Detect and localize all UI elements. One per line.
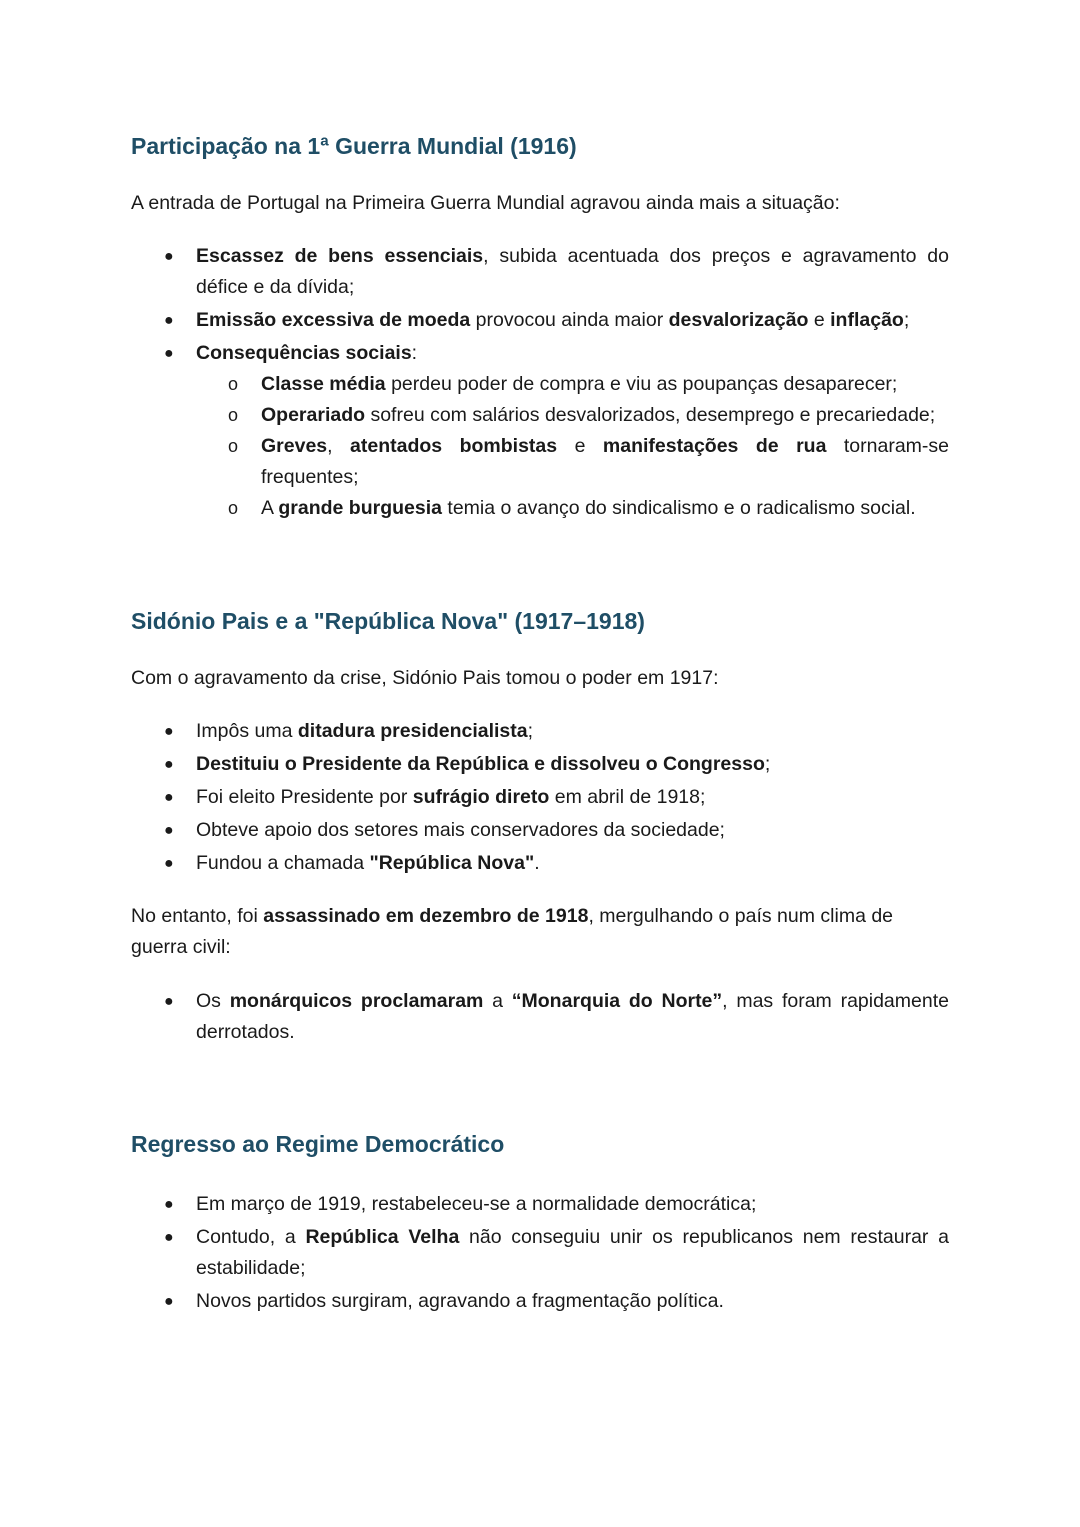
list-item-text [196,309,909,331]
text-run: provocou ainda maior [470,309,669,331]
bold-text: assassinado em dezembro de 1918 [263,905,589,927]
text-run: , mergulhando o país num clima de guerra civil: [131,905,894,958]
bold-text: "República Nova" [369,852,535,874]
text-run: Fundou a chamada [196,852,370,874]
sub-list-item [196,400,949,431]
bullet-icon: ● [164,1229,174,1246]
text-run: No entanto, foi [131,905,264,927]
list-item-text [196,819,725,841]
sub-list-item [196,369,949,400]
section-guerra-mundial [131,128,949,524]
circle-bullet-icon: o [228,498,239,518]
text-run: temia o avanço do sindicalismo e o radicalismo social. [441,497,916,519]
text-run: . [534,852,540,874]
bold-text: Consequências sociais [196,342,412,364]
list-item [131,1189,949,1220]
bullet-icon: ● [164,345,174,362]
text-run: ; [903,309,910,331]
bold-text: “Monarquia do Norte” [511,990,723,1012]
list-item [131,1222,949,1284]
list-item-text [196,720,533,742]
list-item-text [196,990,949,1043]
text-run: Foi eleito Presidente por [196,786,413,808]
bold-text: monárquicos proclamaram [229,990,484,1012]
text-run: a [483,990,512,1012]
text-run: : [411,342,418,364]
list-item [131,305,949,336]
list-item [131,815,949,846]
text-run: não conseguiu unir os republicanos nem restaurar a estabilidade; [196,1226,949,1279]
sub-list-item-text [261,435,949,488]
bullet-icon: ● [164,789,174,806]
list-item-text [196,786,705,808]
bold-text: manifestações de rua [602,435,827,457]
bullet-icon: ● [164,1293,174,1310]
list-item [131,782,949,813]
bold-text: Emissão excessiva de moeda [196,309,471,331]
bold-text: Classe média [261,373,386,395]
bold-text: inflação [830,309,904,331]
bullet-icon: ● [164,723,174,740]
text-run: ; [764,753,771,775]
bullet-list [131,1189,949,1317]
text-run: A [261,497,279,519]
list-item-text [196,1193,756,1215]
bold-text: ditadura presidencialista [297,720,528,742]
section-outro [131,901,949,963]
text-run: , [327,435,351,457]
bold-text: República Velha [305,1226,460,1248]
section-sidonio-pais [131,603,949,1048]
circle-bullet-icon: o [228,436,239,456]
bold-text: Greves [261,435,328,457]
text-run: sofreu com salários desvalorizados, desemprego e precariedade; [365,404,936,426]
section-title: Sidónio Pais e a "República Nova" (1917–1918) [131,608,645,634]
list-item [131,241,949,303]
text-run: , mas foram rapidamente derrotados. [196,990,949,1043]
text-run: perdeu poder de compra e viu as poupanças desaparecer; [385,373,898,395]
text-run: e [808,309,831,331]
bullet-icon: ● [164,822,174,839]
bullet-list [131,986,949,1048]
section-intro: Com o agravamento da crise, Sidónio Pais tomou o poder em 1917: [131,667,719,689]
text-run: Em março de 1919, restabeleceu-se a normalidade democrática; [196,1193,757,1215]
bold-text: atentados bombistas [350,435,558,457]
section-title: Participação na 1ª Guerra Mundial (1916) [131,133,577,159]
list-item [131,716,949,747]
list-item [131,848,949,879]
bullet-icon: ● [164,993,174,1010]
list-item [131,986,949,1048]
text-run: Os [196,990,230,1012]
bold-text: grande burguesia [278,497,442,519]
bold-text: Operariado [261,404,366,426]
text-run: tornaram-se frequentes; [261,435,950,488]
list-item-text [196,1290,724,1312]
text-run: , subida acentuada dos preços e agravamento do défice e da dívida; [196,245,949,298]
circle-bullet-icon: o [228,374,239,394]
list-item-text [196,753,770,775]
list-item-text [196,342,417,364]
list-item-text [196,1226,949,1279]
bullet-icon: ● [164,1196,174,1213]
bullet-icon: ● [164,855,174,872]
sub-list-item-text [261,404,935,426]
bold-text: desvalorização [668,309,809,331]
sub-list-item [196,493,949,524]
bullet-icon: ● [164,312,174,329]
section-regresso-democratico [131,1126,949,1317]
section-title: Regresso ao Regime Democrático [131,1131,505,1157]
text-run: Impôs uma [196,720,298,742]
list-item [131,749,949,780]
bold-text: sufrágio direto [412,786,550,808]
sub-list-item-text [261,497,916,519]
list-item-text [196,852,540,874]
bullet-icon: ● [164,756,174,773]
text-run: em abril de 1918; [549,786,706,808]
circle-bullet-icon: o [228,405,239,425]
bold-text: Escassez de bens essenciais [196,245,484,267]
document-content [131,128,949,1317]
bullet-list [131,241,949,524]
bullet-icon: ● [164,248,174,265]
sub-bullet-list [196,369,949,524]
text-run: Novos partidos surgiram, agravando a fragmentação política. [196,1290,724,1312]
text-run: Obteve apoio dos setores mais conservadores da sociedade; [196,819,725,841]
bold-text: Destituiu o Presidente da República e dissolveu o Congresso [196,753,765,775]
list-item-text [196,245,949,298]
text-run: Contudo, a [196,1226,306,1248]
list-item [131,338,949,524]
text-run: ; [527,720,534,742]
section-intro: A entrada de Portugal na Primeira Guerra Mundial agravou ainda mais a situação: [131,192,840,214]
text-run: e [557,435,603,457]
list-item [131,1286,949,1317]
bullet-list [131,716,949,879]
sub-list-item [196,431,949,493]
sub-list-item-text [261,373,897,395]
